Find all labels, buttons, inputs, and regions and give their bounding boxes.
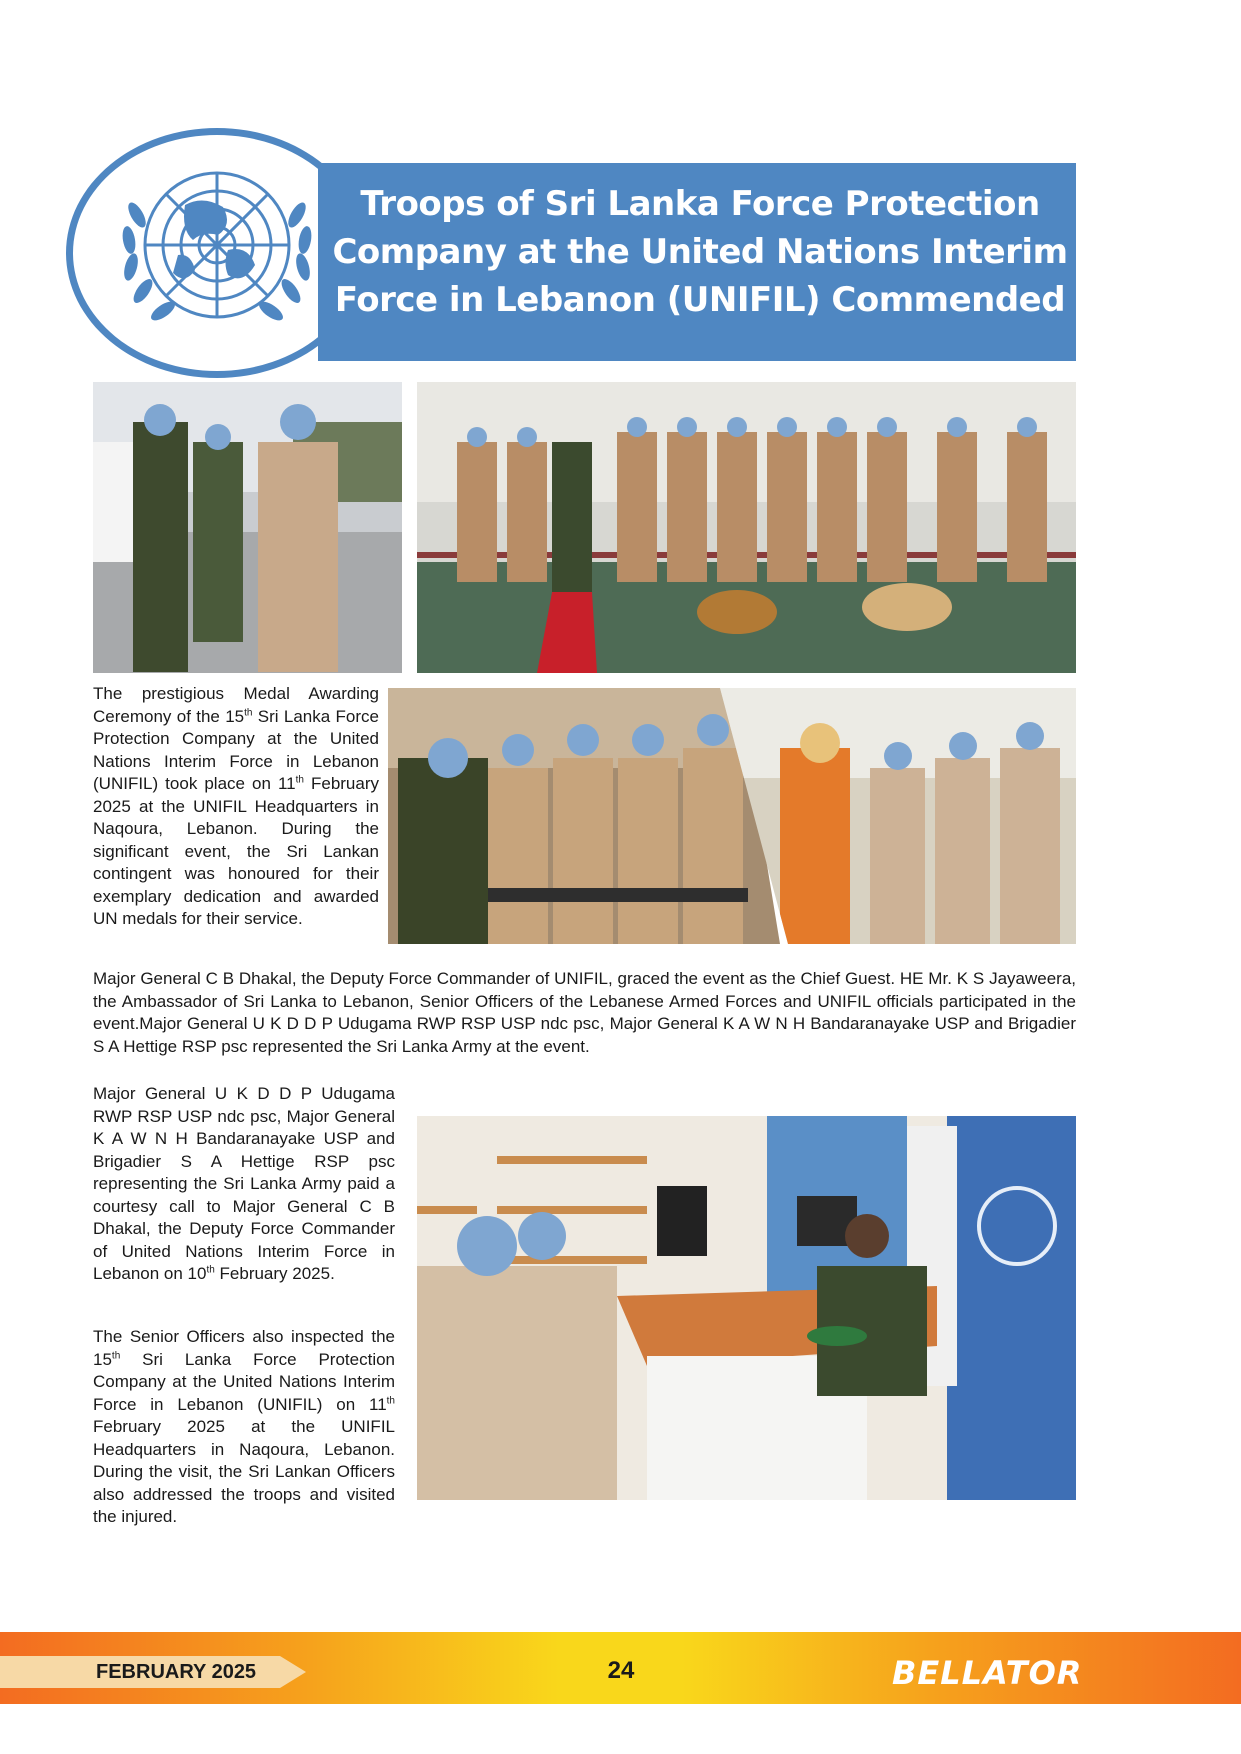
paragraph-3-part-b: February 2025. (214, 1264, 335, 1283)
paragraph-4 (93, 1326, 395, 1529)
photo-handshake (93, 382, 402, 673)
ordinal-suffix: th (295, 774, 304, 786)
paragraph-4-part-a: The Senior Officers also inspected the 15 (93, 1327, 395, 1369)
photo-courtesy-call (417, 1116, 1076, 1500)
paragraph-2: Major General C B Dhakal, the Deputy Force Commander of UNIFIL, graced the event as the Chief Guest. HE Mr. K S Jayaweera, the Ambassador of Sri Lanka to Lebanon, Senior Officers of the Lebanese Armed Forces and UNIFIL officials participated in the event.Major General U K D D P Udugama RWP RSP USP ndc psc, Major General K A W N H Bandaranayake USP and Brigadier S A Hettige RSP psc represented the Sri Lanka Army at the event. (93, 969, 1076, 1056)
paragraph-1-part-c: February 2025 at the UNIFIL Headquarters in Naqoura, Lebanon. During the significant event, the Sri Lankan contingent was honoured for their exemplary dedication and awarded UN medals for their service. (93, 774, 380, 928)
paragraph-1-part-b: Sri Lanka Force Protection Company at the United Nations Interim Force in Lebanon (UNIFIL) took place on 11 (93, 706, 379, 793)
ordinal-suffix: th (111, 1349, 121, 1361)
ordinal-suffix: th (244, 706, 253, 718)
title-line-3: Force in Lebanon (UNIFIL) Commended (334, 280, 1066, 320)
paragraph-1-part-a: The prestigious Medal Awarding Ceremony of the 15 (93, 684, 379, 726)
paragraph-4-part-b: Sri Lanka Force Protection Company at the United Nations Interim Force in Lebanon (UNIFIL) on 11 (93, 1349, 395, 1414)
photo-medal-pinning (388, 688, 780, 944)
ordinal-suffix: th (206, 1264, 215, 1276)
footer-date: FEBRUARY 2025 (96, 1661, 257, 1683)
photo-parade (417, 382, 1076, 673)
magazine-logo: BELLATOR (892, 1654, 1083, 1692)
title-line-2: Company at the United Nations Interim (332, 232, 1068, 272)
title-line-1: Troops of Sri Lanka Force Protection (360, 184, 1040, 224)
paragraph-3-part-a: Major General U K D D P Udugama RWP RSP USP ndc psc, Major General K A W N H Bandaranayake USP and Brigadier S A Hettige RSP psc representing the Sri Lanka Army paid a courtesy call to Major General C B Dhakal, the Deputy Force Commander of United Nations Interim Force in Lebanon on 10 (93, 1084, 395, 1283)
page-number: 24 (607, 1657, 635, 1684)
ordinal-suffix: th (386, 1394, 395, 1406)
paragraph-1 (93, 683, 379, 931)
paragraph-4-part-c: February 2025 at the UNIFIL Headquarters in Naqoura, Lebanon. During the visit, the Sri Lankan Officers also addressed the troops and visited the injured. (93, 1417, 395, 1526)
article-title (330, 180, 1070, 324)
paragraph-3 (93, 1083, 395, 1286)
